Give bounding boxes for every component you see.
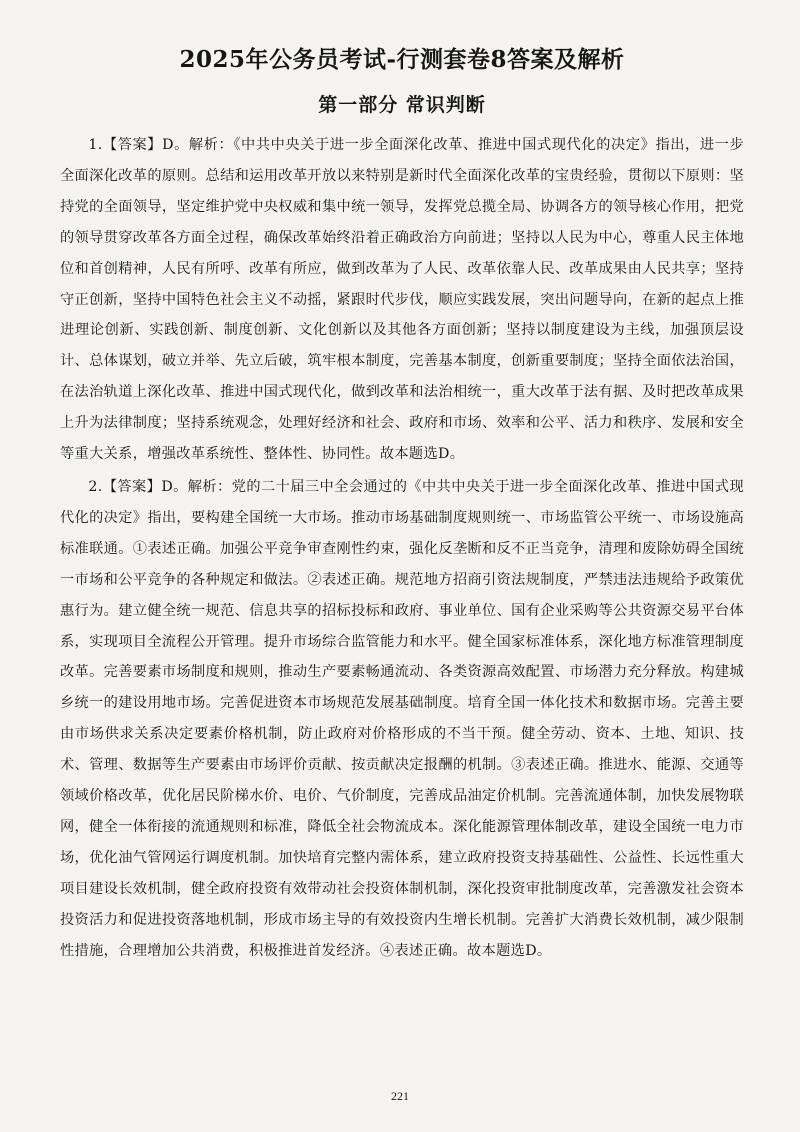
- section-title: 第一部分 常识判断: [318, 94, 486, 116]
- page-number: 221: [391, 1089, 409, 1103]
- answer-choice: D。解析：: [161, 478, 232, 495]
- question-number: 2.: [88, 478, 103, 495]
- question-number: 1.: [88, 137, 103, 153]
- document-title: 2025年公务员考试-行测套卷8答案及解析: [179, 46, 625, 73]
- answer-label: 【答案】: [102, 478, 162, 495]
- answer-label: 【答案】: [102, 137, 163, 153]
- question-2-explanation: [60, 472, 744, 967]
- question-1-explanation: [60, 130, 744, 470]
- explanation-text: 党的二十届三中全会通过的《中共中央关于进一步全面深化改革、推进中国式现代化的决定》指出，要构建全国统一大市场。推动市场基础制度规则统一、市场监管公平统一、市场设施高标准联通。①表述正确。加强公平竞争审查刚性约束，强化反垄断和反不正当竞争，清理和废除妨碍全国统一市场和公平竞争的各种规定和做法。②表述正确。规范地方招商引资法规制度，严禁违法违规给予政策优惠行为。建立健全统一规范、信息共享的招标投标和政府、事业单位、国有企业采购等公共资源交易平台体系，实现项目全流程公开管理。提升市场综合监管能力和水平。健全国家标准体系，深化地方标准管理制度改革。完善要素市场制度和规则，推动生产要素畅通流动、各类资源高效配置、市场潜力充分释放。构建城乡统一的建设用地市场。完善促进资本市场规范发展基础制度。培育全国一体化技术和数据市场。完善主要由市场供求关系决定要素价格机制，防止政府对价格形成的不当干预。健全劳动、资本、土地、知识、技术、管理、数据等生产要素由市场评价贡献、按贡献决定报酬的机制。③表述正确。推进水、能源、交通等领域价格改革，优化居民阶梯水价、电价、气价制度，完善成品油定价机制。完善流通体制，加快发展物联网，健全一体衔接的流通规则和标准，降低全社会物流成本。深化能源管理体制改革，建设全国统一电力市场，优化油气管网运行调度机制。加快培育完整内需体系，建立政府投资支持基础性、公益性、长远性重大项目建设长效机制，健全政府投资有效带动社会投资体制机制，深化投资审批制度改革，完善激发社会资本投资活力和促进投资落地机制，形成市场主导的有效投资内生增长机制。完善扩大消费长效机制，减少限制性措施，合理增加公共消费，积极推进首发经济。④表述正确。故本题选D。: [60, 478, 744, 959]
- explanation-text: 《中共中央关于进一步全面深化改革、推进中国式现代化的决定》指出，进一步全面深化改革的原则。总结和运用改革开放以来特别是新时代全面深化改革的宝贵经验，贯彻以下原则：坚持党的全面领导，坚定维护党中央权威和集中统一领导，发挥党总揽全局、协调各方的领导核心作用，把党的领导贯穿改革各方面全过程，确保改革始终沿着正确政治方向前进；坚持以人民为中心，尊重人民主体地位和首创精神，人民有所呼、改革有所应，做到改革为了人民、改革依靠人民、改革成果由人民共享；坚持守正创新，坚持中国特色社会主义不动摇，紧跟时代步伐，顺应实践发展，突出问题导向，在新的起点上推进理论创新、实践创新、制度创新、文化创新以及其他各方面创新；坚持以制度建设为主线，加强顶层设计、总体谋划，破立并举、先立后破，筑牢根本制度，完善基本制度，创新重要制度；坚持全面依法治国，在法治轨道上深化改革、推进中国式现代化，做到改革和法治相统一，重大改革于法有据、及时把改革成果上升为法律制度；坚持系统观念，处理好经济和社会、政府和市场、效率和公平、活力和秩序、发展和安全等重大关系，增强改革系统性、整体性、协同性。故本题选D。: [60, 137, 744, 463]
- answer-choice: D。解析：: [162, 137, 234, 153]
